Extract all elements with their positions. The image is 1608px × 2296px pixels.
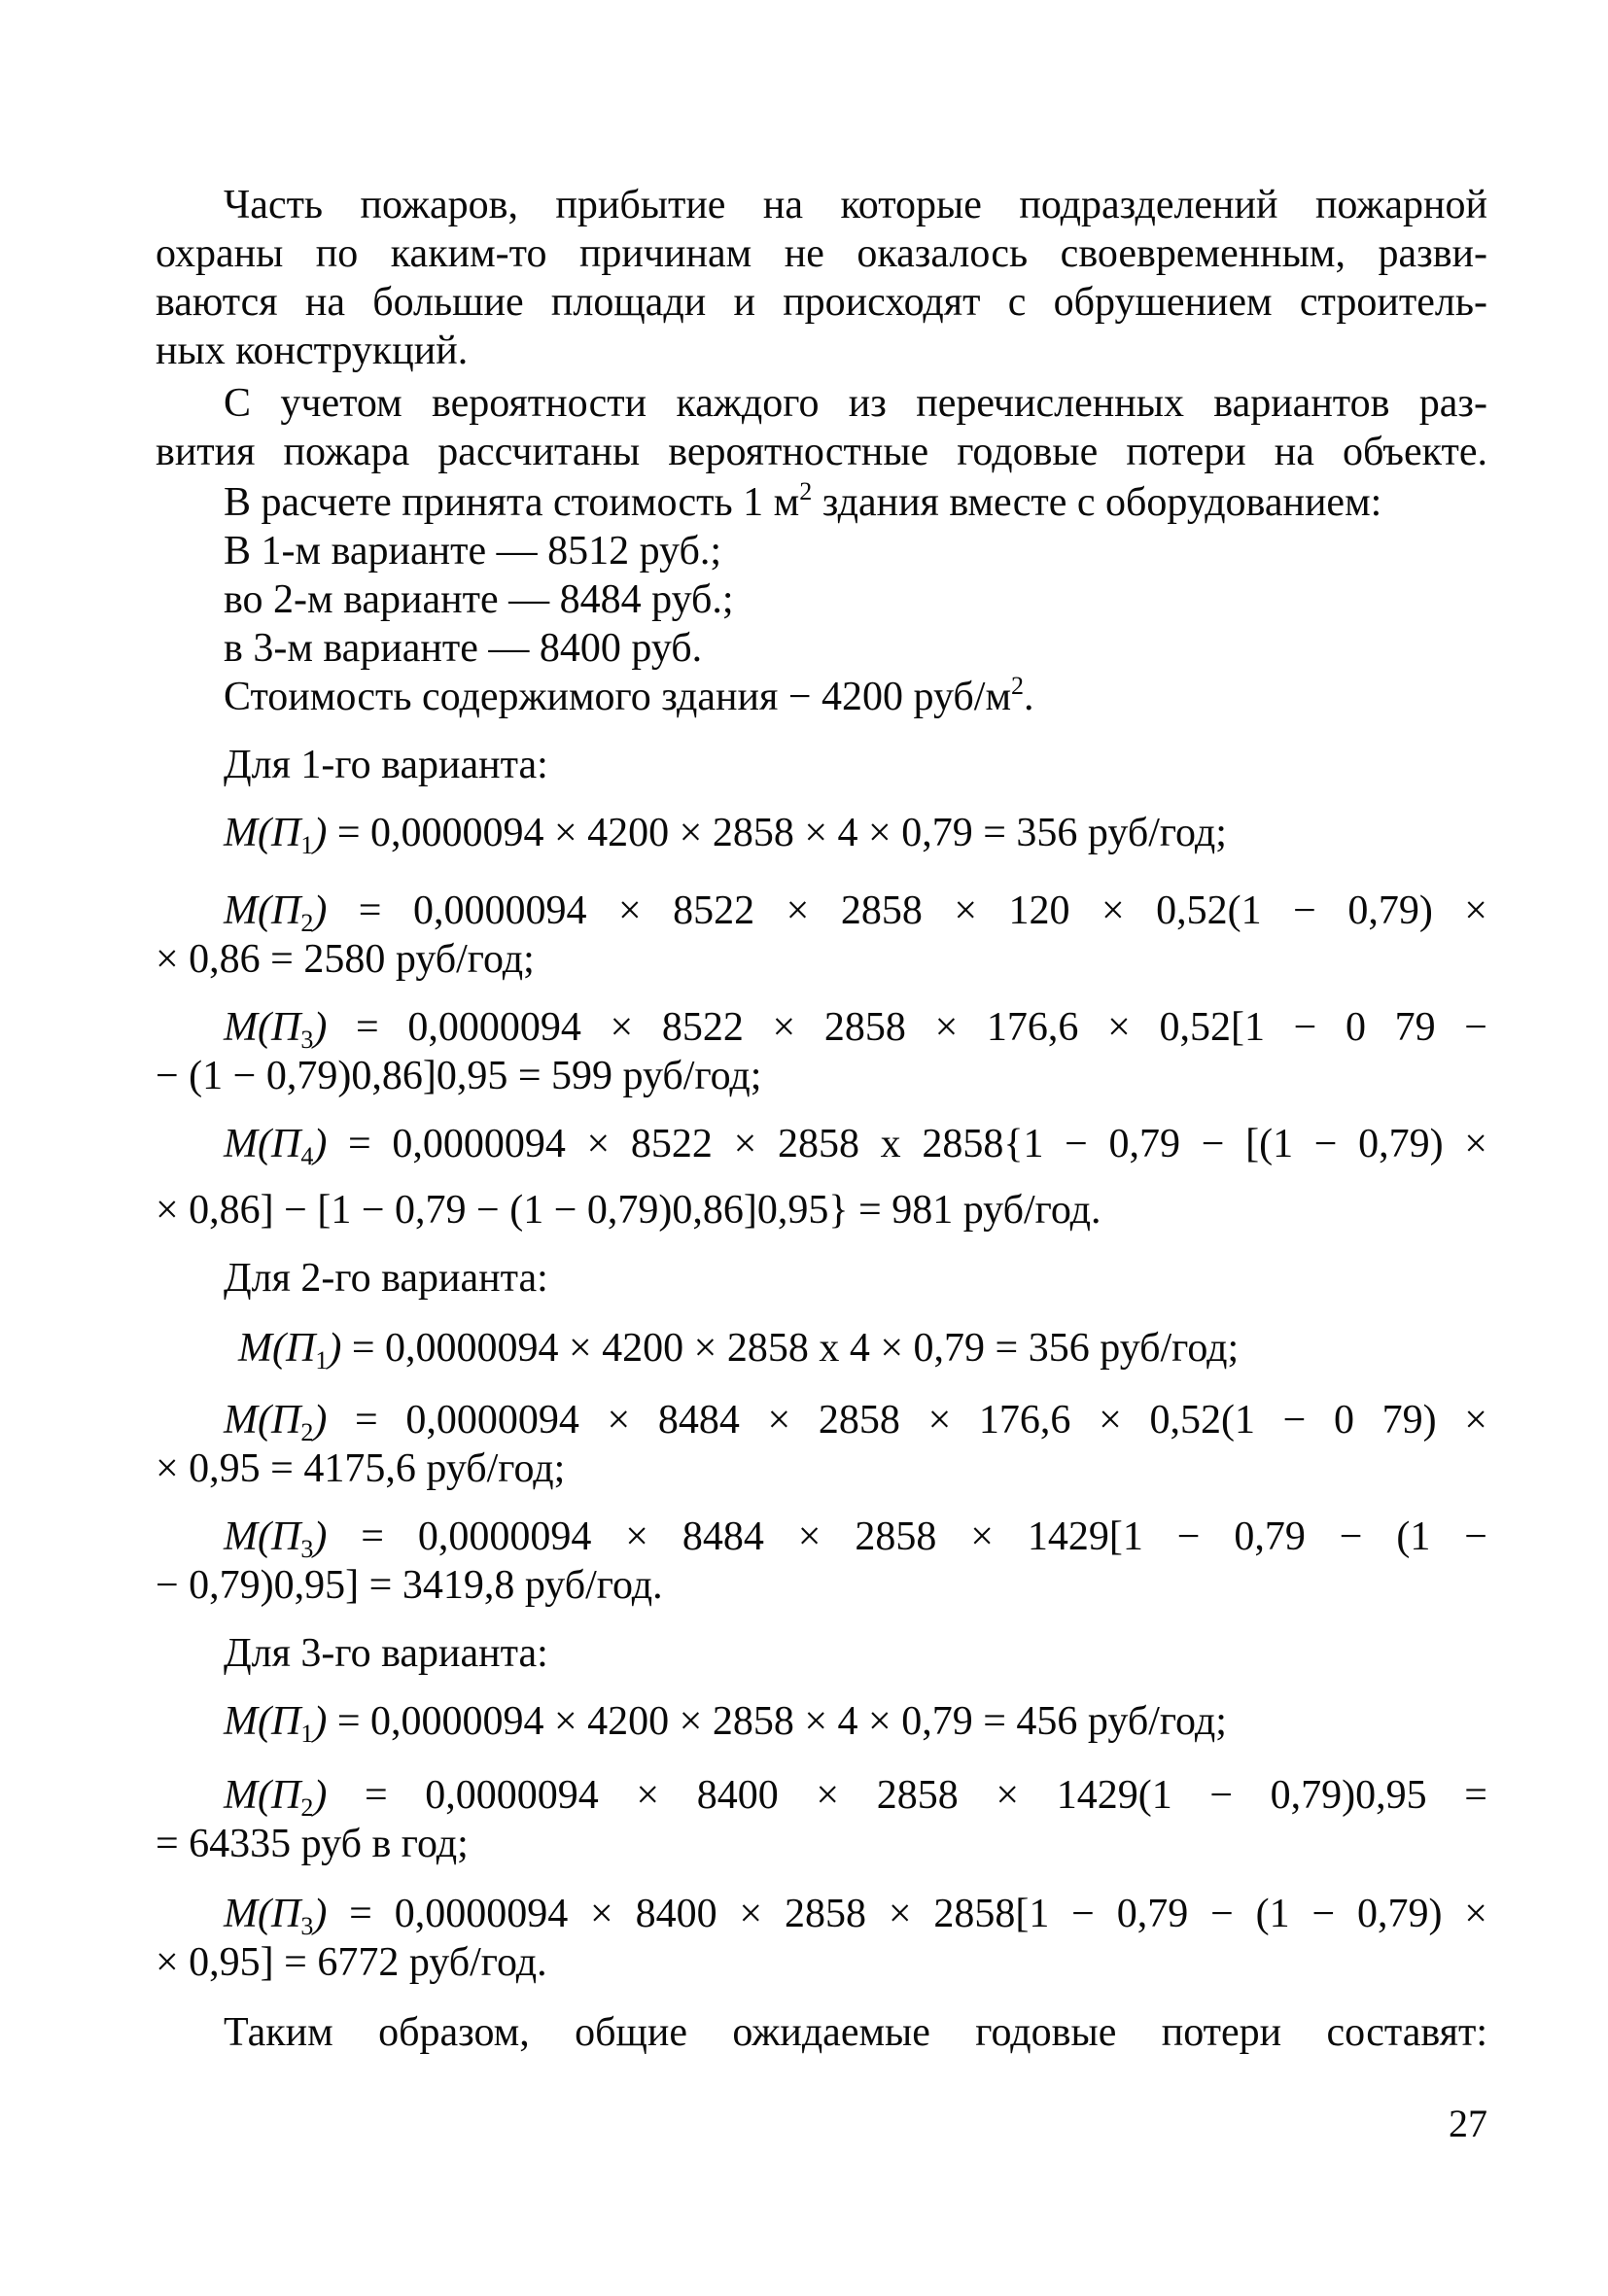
variant-2-heading: Для 2-го варианта: xyxy=(224,1256,548,1301)
variant-1-formula-4-line-1: $M(П_4) = 0,0000094 \times 8522 \times 2858$ x 2858{1 − 0,79 − [(1 − 0,79) × xyxy=(224,1122,1487,1170)
variant-3-formula-1: $M(П_1) = 0,0000094 \times 4200 \times 2858 \times 4 \times 0,79 = 456$ руб/год; xyxy=(224,1699,1227,1748)
paragraph-2-line-2: вития пожара рассчитаны вероятностные годовые потери на объекте. xyxy=(156,430,1487,474)
variant-1-formula-4-line-2: × 0,86] − [1 − 0,79 − (1 − 0,79)0,86]0,95} = 981 руб/год. xyxy=(156,1188,1101,1233)
variant-3-formula-3-line-2: × 0,95] = 6772 руб/год. xyxy=(156,1940,547,1985)
variant-3-heading: Для 3-го варианта: xyxy=(224,1631,548,1676)
variant-3-formula-2-line-2: = 64335 руб в год; xyxy=(156,1822,469,1866)
paragraph-1-line-1: Часть пожаров, прибытие на которые подразделений пожарной xyxy=(224,183,1487,227)
conclusion-text: Таким образом, общие ожидаемые годовые потери составят: xyxy=(224,2010,1487,2055)
variant-1-heading: Для 1-го варианта: xyxy=(224,743,548,787)
variant-1-formula-3-line-1: $M(П_3) = 0,0000094 \times 8522 \times 2858 \times 176,6 \times 0,52[1 - 0$ 79 − xyxy=(224,1005,1487,1054)
variant-2-formula-2-line-1: $M(П_2) = 0,0000094 \times 8484 \times 2858 \times 176,6 \times 0,52(1 - 0$ 79) × xyxy=(224,1398,1487,1446)
cost-intro: В расчете принята стоимость 1 $м^2$ здания вместе с оборудованием: xyxy=(224,477,1382,525)
page-number: 27 xyxy=(1449,2102,1487,2145)
variant-2-formula-2-line-2: × 0,95 = 4175,6 руб/год; xyxy=(156,1446,566,1491)
cost-variant-1: В 1-м варианте — 8512 руб.; xyxy=(224,529,722,574)
cost-variant-3: в 3-м варианте — 8400 руб. xyxy=(224,626,703,671)
paragraph-1-line-2: охраны по каким-то причинам не оказалось своевременным, разви- xyxy=(156,231,1487,276)
variant-1-formula-3-line-2: − (1 − 0,79)0,86]0,95 = 599 руб/год; xyxy=(156,1054,762,1098)
cost-variant-2: во 2-м варианте — 8484 руб.; xyxy=(224,577,734,622)
paragraph-1-line-3: ваются на большие площади и происходят с обрушением строитель- xyxy=(156,280,1487,325)
variant-1-formula-1: $M(П_1) = 0,0000094 \times 4200 \times 2858 \times 4 \times 0,79 = 356$ руб/год; xyxy=(224,811,1227,859)
contents-cost: Стоимость содержимого здания − 4200 руб/$м^2$. xyxy=(224,672,1034,719)
paragraph-2-line-1: С учетом вероятности каждого из перечисленных вариантов раз- xyxy=(224,381,1487,426)
variant-2-formula-3-line-1: $M(П_3) = 0,0000094 \times 8484 \times 2858 \times 1429[1 - 0,79 - (1$ − xyxy=(224,1514,1487,1563)
variant-3-formula-2-line-1: $M(П_2) = 0,0000094 \times 8400 \times 2858 \times 1429(1 - 0,79)0,95$ = xyxy=(224,1773,1487,1822)
variant-3-formula-3-line-1: $M(П_3) = 0,0000094 \times 8400 \times 2858 \times 2858[1 - 0,79 - (1 - 0,79)$ × xyxy=(224,1892,1487,1940)
variant-2-formula-3-line-2: − 0,79)0,95] = 3419,8 руб/год. xyxy=(156,1563,663,1608)
variant-1-formula-2-line-1: $M(П_2) = 0,0000094 \times 8522 \times 2858 \times 120 \times 0,52(1 - 0,79)$ × xyxy=(224,888,1487,937)
variant-1-formula-2-line-2: × 0,86 = 2580 руб/год; xyxy=(156,937,535,982)
paragraph-1-line-4: ных конструкций. xyxy=(156,329,469,373)
variant-2-formula-1: $M(П_1) = 0,0000094 \times 4200 \times 2858$ x 4 × 0,79 = 356 руб/год; xyxy=(238,1326,1240,1374)
